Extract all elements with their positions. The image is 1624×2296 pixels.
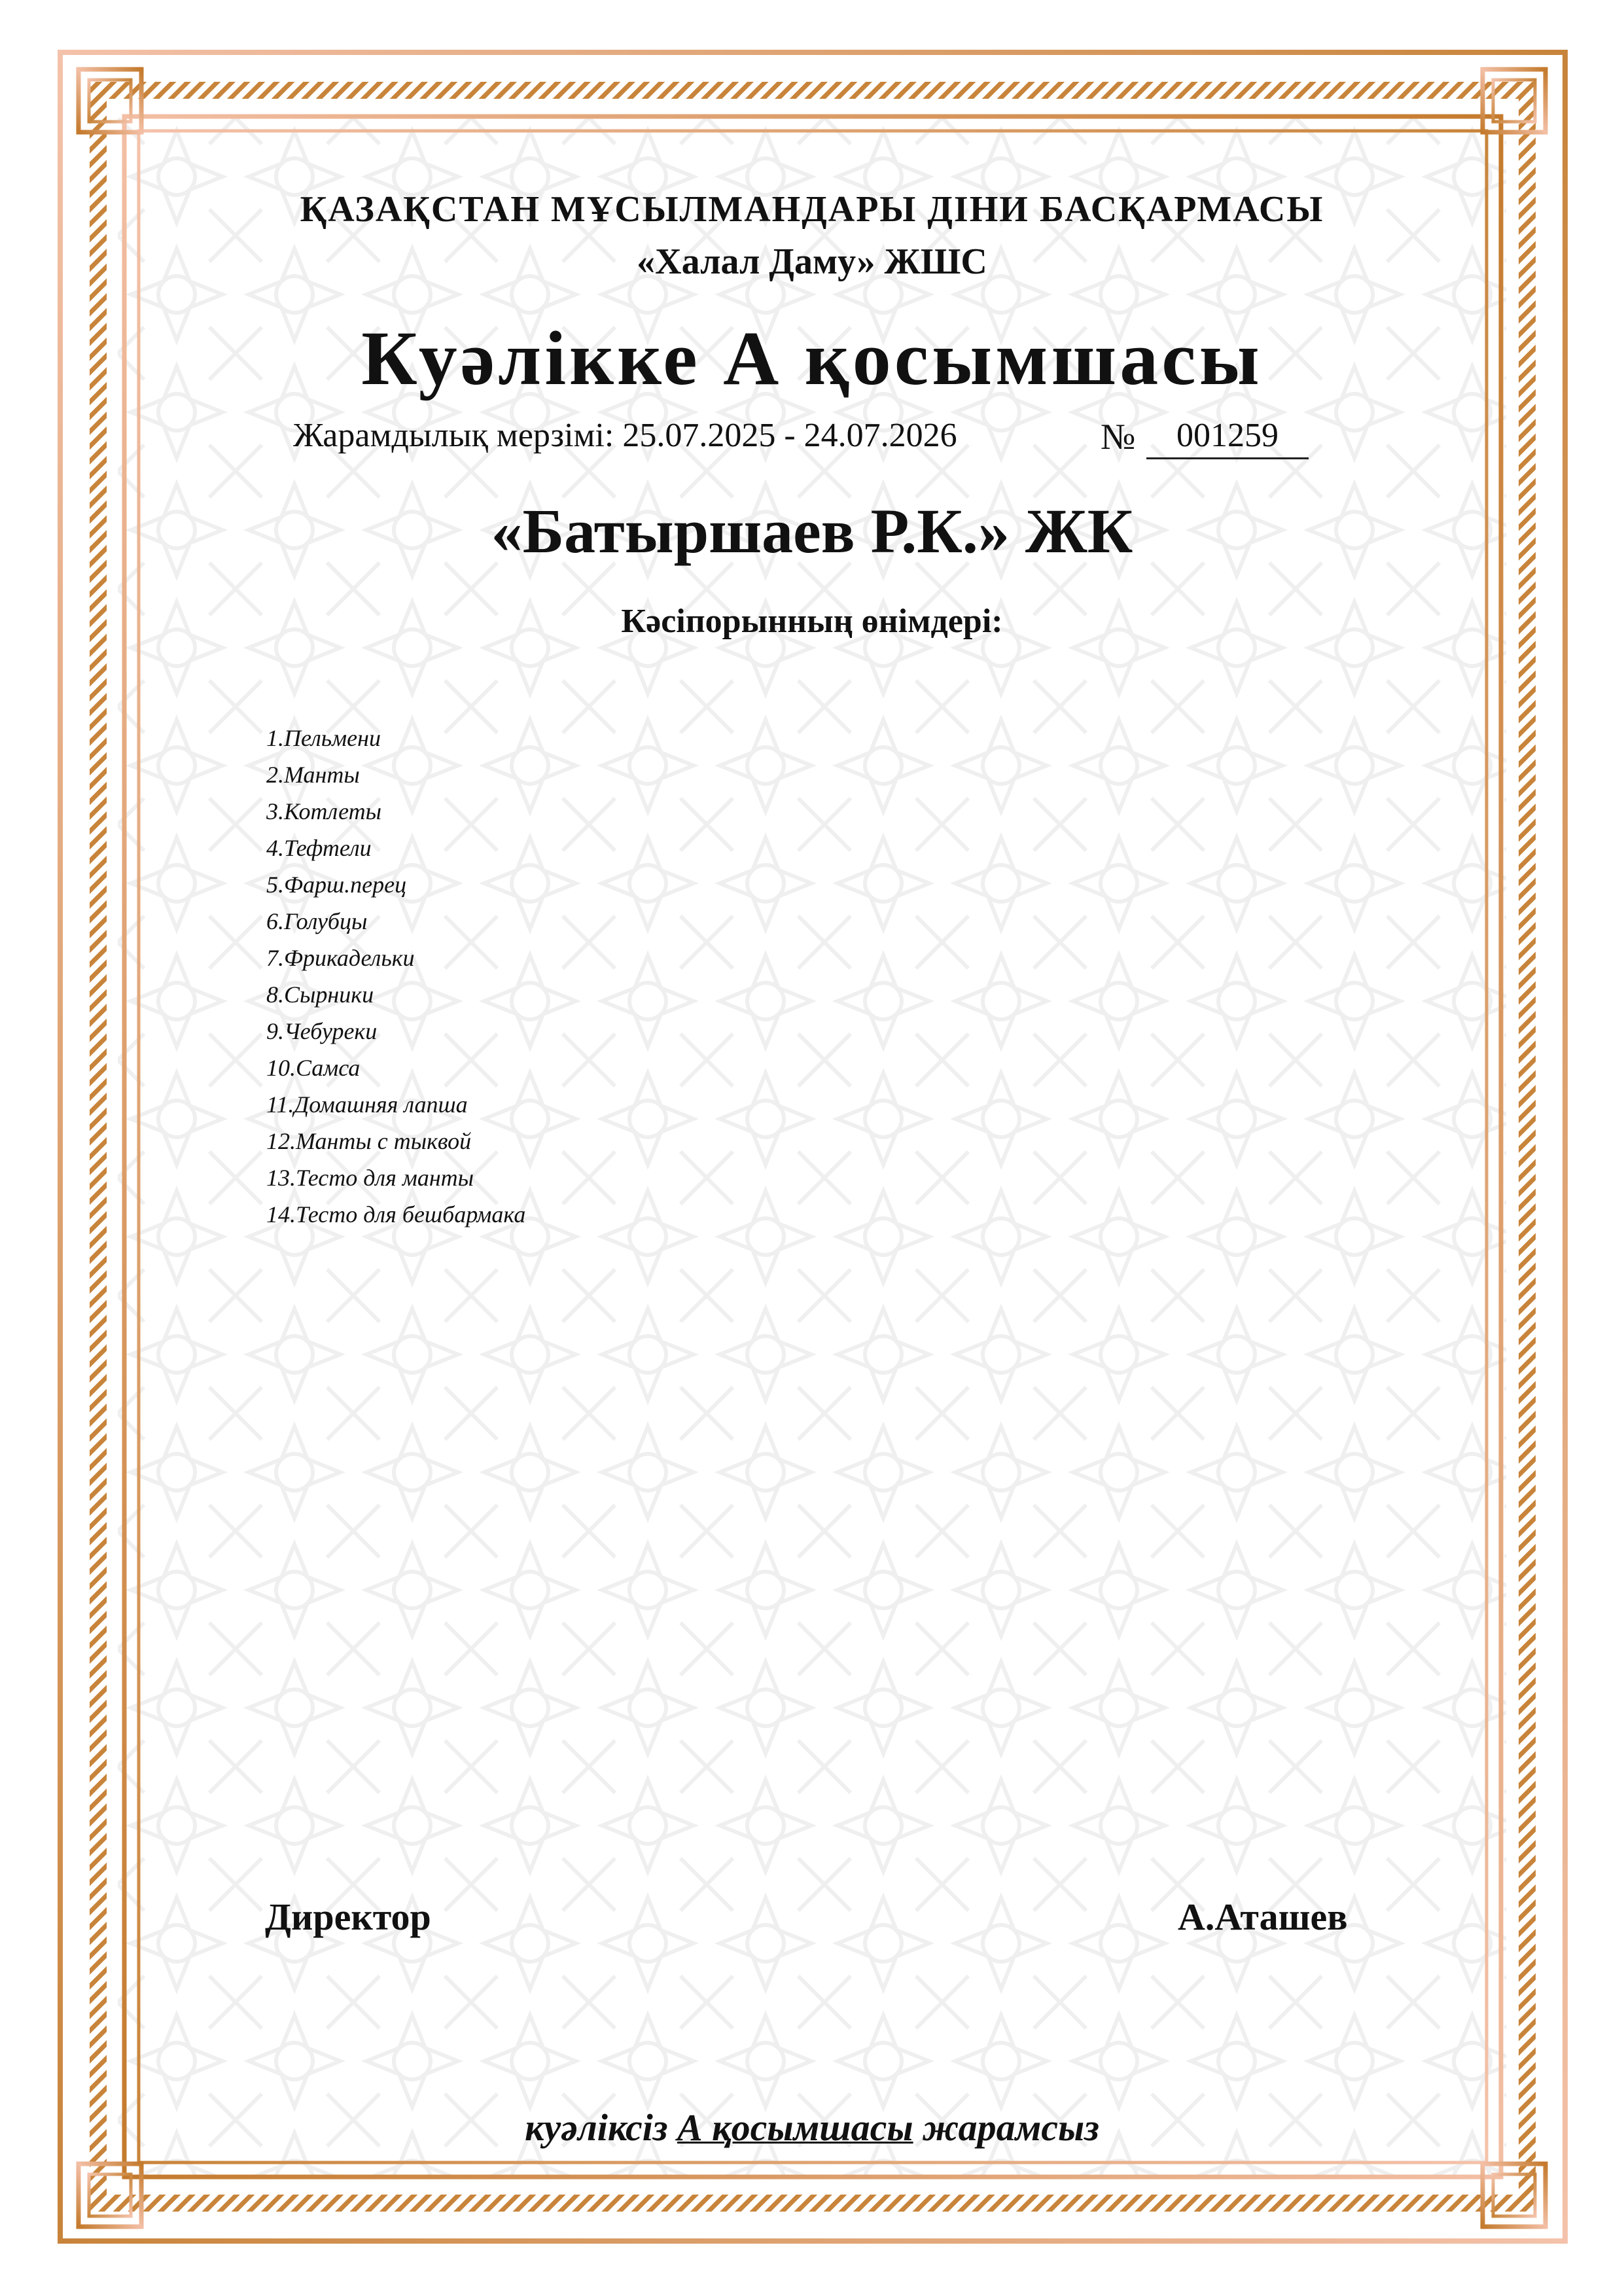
list-item: 6.Голубцы <box>266 908 368 934</box>
list-item: 8.Сырники <box>266 981 374 1008</box>
products-heading: Кәсіпорынның өнімдері: <box>621 603 1003 640</box>
number-label: № <box>1101 417 1136 457</box>
validity-period: Жарамдылық мерзімі: 25.07.2025 - 24.07.2026 <box>293 417 957 454</box>
company-name: «Батыршаев Р.К.» ЖК <box>491 496 1133 566</box>
llp-name: «Халал Даму» ЖШС <box>637 241 987 282</box>
notice-underlined: А қосымшасы <box>677 2106 913 2149</box>
notice-after: жарамсыз <box>923 2106 1099 2149</box>
list-item: 1.Пельмени <box>266 725 381 751</box>
document-title: Куәлікке А қосымшасы <box>361 315 1263 401</box>
list-item: 9.Чебуреки <box>266 1018 378 1044</box>
list-item: 12.Манты с тыквой <box>266 1128 472 1154</box>
list-item: 5.Фарш.перец <box>266 872 407 898</box>
list-item: 11.Домашняя лапша <box>266 1091 468 1118</box>
list-item: 2.Манты <box>266 762 360 788</box>
validity-notice <box>0 2106 1624 2149</box>
list-item: 14.Тесто для бешбармака <box>266 1201 526 1227</box>
products-list <box>266 720 525 1233</box>
signature-position: Директор <box>265 1896 431 1938</box>
list-item: 13.Тесто для манты <box>266 1165 474 1191</box>
organization-name: ҚАЗАҚСТАН МҰСЫЛМАНДАРЫ ДІНИ БАСҚАРМАСЫ <box>300 189 1324 230</box>
list-item: 7.Фрикадельки <box>266 945 415 971</box>
list-item: 4.Тефтели <box>266 835 372 861</box>
list-item: 10.Самса <box>266 1055 361 1081</box>
notice-before: куәліксіз <box>525 2106 668 2149</box>
certificate-number: 001259 <box>1146 416 1309 459</box>
list-item: 3.Котлеты <box>266 798 382 824</box>
signature-name: А.Аташев <box>1178 1896 1348 1938</box>
